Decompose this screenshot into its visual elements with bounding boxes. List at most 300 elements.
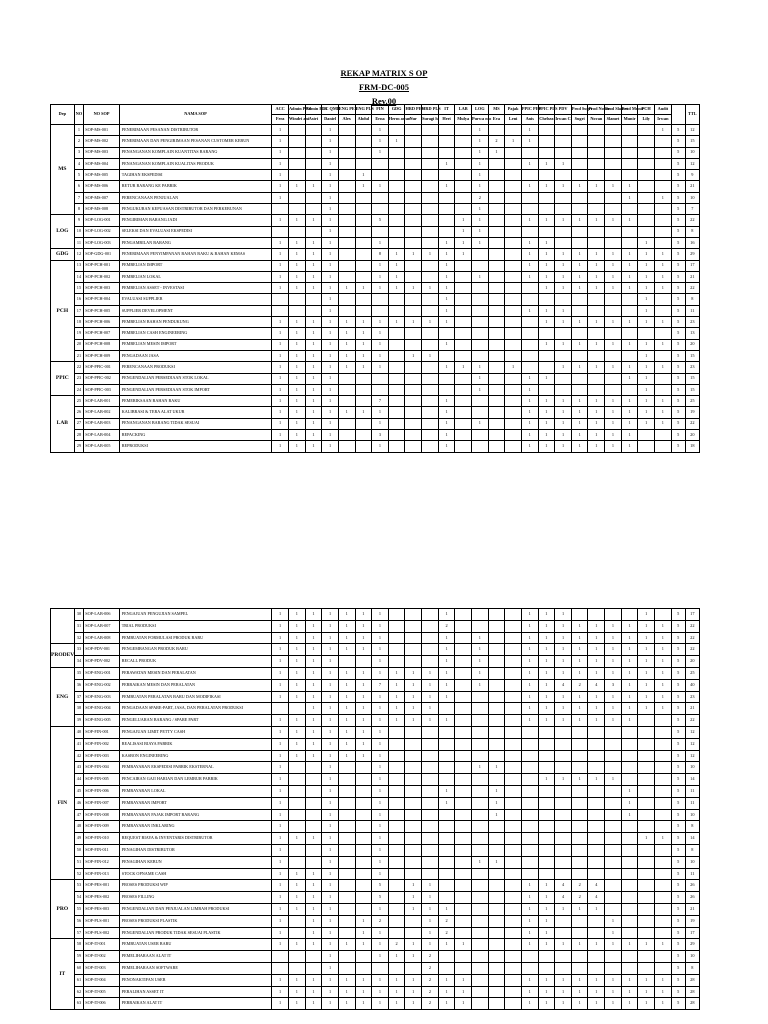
matrix-cell: [472, 407, 489, 418]
matrix-cell: 1: [422, 249, 439, 260]
matrix-cell: [455, 644, 472, 656]
matrix-cell: [621, 726, 638, 738]
matrix-cell: 1: [588, 430, 605, 441]
matrix-cell: 1: [555, 703, 572, 715]
matrix-cell: [638, 125, 655, 136]
matrix-cell: [638, 738, 655, 750]
matrix-cell: 1: [455, 986, 472, 998]
matrix-cell: 1: [588, 774, 605, 786]
matrix-cell: 1: [305, 644, 322, 656]
sop-name: PEMBUATAN PERALATAN BARU DAN MODIFIKASI: [119, 691, 272, 703]
matrix-cell: 1: [488, 797, 505, 809]
sop-code: SOP-FIN-007: [84, 797, 119, 809]
matrix-cell: 1: [621, 215, 638, 226]
matrix-cell: [571, 294, 588, 305]
matrix-cell: 1: [272, 774, 289, 786]
matrix-cell: 1: [555, 362, 572, 373]
matrix-cell: 1: [638, 691, 655, 703]
matrix-cell: [521, 226, 538, 237]
sop-name: PENERIMAAN PENYIMPANAN BAHAN BAKU & BAHAN KEMAS: [119, 249, 272, 260]
matrix-cell: [505, 441, 522, 452]
matrix-cell: 1: [388, 317, 405, 328]
matrix-cell: 1: [538, 880, 555, 892]
matrix-cell: [605, 856, 622, 868]
matrix-cell: 4: [588, 679, 605, 691]
matrix-cell: 1: [555, 691, 572, 703]
matrix-cell: [455, 620, 472, 632]
matrix-cell: 1: [305, 715, 322, 727]
matrix-cell: [455, 927, 472, 939]
matrix-cell: [621, 962, 638, 974]
matrix-cell: [455, 317, 472, 328]
matrix-cell: [655, 204, 672, 215]
matrix-cell: 1: [355, 679, 372, 691]
matrix-cell: 4: [588, 892, 605, 904]
matrix-cell: [638, 204, 655, 215]
table-row: [51, 726, 700, 738]
matrix-cell: 1: [322, 880, 339, 892]
matrix-cell: [638, 181, 655, 192]
matrix-cell: 1: [538, 715, 555, 727]
table-row: [51, 147, 700, 158]
sop-matrix-table-2: [50, 608, 700, 1010]
matrix-cell: [388, 181, 405, 192]
matrix-cell: [422, 868, 439, 880]
matrix-cell: 1: [372, 762, 389, 774]
sop-name: RECALL PRODUK: [119, 656, 272, 668]
matrix-cell: 5: [372, 892, 389, 904]
matrix-cell: [422, 620, 439, 632]
matrix-cell: [455, 373, 472, 384]
column-header: LAB: [455, 105, 472, 115]
matrix-cell: [488, 339, 505, 350]
matrix-cell: 1: [455, 998, 472, 1010]
matrix-cell: [438, 892, 455, 904]
matrix-cell: [422, 181, 439, 192]
department-cell: LOG: [51, 215, 75, 249]
matrix-cell: [305, 136, 322, 147]
matrix-cell: [438, 384, 455, 395]
matrix-cell: 1: [372, 903, 389, 915]
matrix-cell: 1: [305, 703, 322, 715]
sop-code: SOP-FIN-009: [84, 821, 119, 833]
matrix-cell: 1: [372, 785, 389, 797]
table-row: [51, 892, 700, 904]
matrix-cell: [488, 430, 505, 441]
matrix-cell: 1: [355, 407, 372, 418]
matrix-cell: [588, 726, 605, 738]
matrix-cell: [405, 260, 422, 271]
matrix-cell: 5: [671, 283, 685, 294]
matrix-cell: 1: [322, 620, 339, 632]
matrix-cell: [521, 774, 538, 786]
matrix-cell: 1: [555, 774, 572, 786]
matrix-cell: [605, 762, 622, 774]
matrix-cell: 1: [272, 362, 289, 373]
matrix-cell: 1: [272, 998, 289, 1010]
matrix-cell: 1: [521, 609, 538, 621]
matrix-cell: [505, 418, 522, 429]
matrix-cell: [488, 951, 505, 963]
matrix-cell: 1: [621, 797, 638, 809]
matrix-cell: 1: [272, 350, 289, 361]
matrix-cell: [621, 237, 638, 248]
matrix-cell: 1: [422, 703, 439, 715]
matrix-cell: [538, 204, 555, 215]
sop-code: SOP-ENG-004: [84, 703, 119, 715]
department-cell: PCH: [51, 260, 75, 362]
matrix-cell: [655, 226, 672, 237]
document-code: FRM-DC-005: [358, 82, 410, 92]
matrix-cell: 1: [305, 892, 322, 904]
matrix-cell: [571, 158, 588, 169]
matrix-cell: 1: [538, 339, 555, 350]
row-number: 61: [74, 974, 84, 986]
matrix-cell: 1: [372, 868, 389, 880]
matrix-cell: 1: [605, 430, 622, 441]
matrix-cell: [305, 951, 322, 963]
matrix-cell: [305, 821, 322, 833]
matrix-cell: [288, 785, 305, 797]
matrix-cell: 1: [272, 880, 289, 892]
matrix-cell: 1: [538, 609, 555, 621]
matrix-cell: 1: [355, 283, 372, 294]
matrix-cell: 1: [422, 915, 439, 927]
matrix-cell: 1: [538, 271, 555, 282]
matrix-cell: [621, 915, 638, 927]
matrix-cell: 4: [588, 880, 605, 892]
matrix-cell: 1: [571, 656, 588, 668]
matrix-cell: 1: [588, 407, 605, 418]
sop-name: KASBON ENGINEERING: [119, 750, 272, 762]
matrix-cell: 1: [438, 998, 455, 1010]
matrix-cell: [488, 158, 505, 169]
matrix-cell: 1: [605, 441, 622, 452]
matrix-cell: 1: [272, 373, 289, 384]
matrix-cell: [488, 986, 505, 998]
matrix-cell: [438, 774, 455, 786]
matrix-cell: [472, 785, 489, 797]
matrix-cell: [538, 821, 555, 833]
matrix-cell: 1: [571, 939, 588, 951]
matrix-cell: 1: [305, 373, 322, 384]
matrix-cell: [288, 226, 305, 237]
row-number: 21: [74, 350, 84, 361]
matrix-cell: 1: [355, 328, 372, 339]
matrix-cell: [388, 441, 405, 452]
column-subheader: Chelsea: [538, 115, 555, 125]
matrix-cell: 11: [685, 785, 699, 797]
matrix-cell: 29: [685, 939, 699, 951]
sop-code: SOP-PLS-001: [84, 915, 119, 927]
matrix-cell: 1: [472, 125, 489, 136]
matrix-cell: 1: [372, 362, 389, 373]
matrix-cell: [571, 809, 588, 821]
matrix-cell: 1: [472, 656, 489, 668]
matrix-cell: [455, 785, 472, 797]
matrix-cell: 1: [588, 215, 605, 226]
matrix-cell: 1: [305, 880, 322, 892]
matrix-cell: 1: [322, 679, 339, 691]
matrix-cell: 1: [272, 750, 289, 762]
matrix-cell: [422, 750, 439, 762]
matrix-cell: 14: [685, 833, 699, 845]
matrix-cell: [388, 362, 405, 373]
matrix-cell: 5: [671, 715, 685, 727]
matrix-cell: [605, 797, 622, 809]
matrix-cell: [621, 833, 638, 845]
matrix-cell: 1: [538, 703, 555, 715]
matrix-cell: 1: [638, 974, 655, 986]
matrix-cell: [505, 430, 522, 441]
matrix-cell: [571, 226, 588, 237]
matrix-cell: 1: [638, 317, 655, 328]
matrix-cell: 1: [571, 632, 588, 644]
matrix-cell: [438, 809, 455, 821]
matrix-cell: 1: [571, 903, 588, 915]
matrix-cell: 1: [555, 215, 572, 226]
matrix-cell: [588, 750, 605, 762]
matrix-cell: 1: [338, 317, 355, 328]
matrix-cell: [605, 294, 622, 305]
matrix-cell: [488, 833, 505, 845]
matrix-cell: 1: [555, 644, 572, 656]
matrix-cell: [355, 430, 372, 441]
matrix-cell: [638, 809, 655, 821]
matrix-cell: 1: [638, 703, 655, 715]
matrix-cell: 5: [671, 339, 685, 350]
matrix-cell: 1: [538, 939, 555, 951]
row-number: 18: [74, 317, 84, 328]
column-subheader: Windri ani: [288, 115, 305, 125]
matrix-cell: [571, 147, 588, 158]
matrix-cell: [455, 915, 472, 927]
matrix-cell: 1: [272, 833, 289, 845]
table-row: [51, 939, 700, 951]
matrix-cell: 1: [372, 974, 389, 986]
matrix-cell: [438, 821, 455, 833]
matrix-cell: [505, 821, 522, 833]
matrix-cell: 25: [685, 667, 699, 679]
matrix-cell: 1: [288, 181, 305, 192]
table-row: [51, 158, 700, 169]
matrix-cell: 1: [638, 249, 655, 260]
column-header: PPIC PES: [521, 105, 538, 115]
matrix-cell: 5: [671, 373, 685, 384]
department-cell: PRODEV: [51, 644, 75, 668]
matrix-cell: 1: [322, 384, 339, 395]
matrix-cell: 1: [571, 271, 588, 282]
matrix-cell: [488, 181, 505, 192]
matrix-cell: 1: [322, 609, 339, 621]
matrix-cell: 1: [438, 644, 455, 656]
matrix-cell: 1: [455, 237, 472, 248]
sop-name: SUPPLIER DEVELOPMENT: [119, 305, 272, 316]
matrix-cell: 1: [272, 170, 289, 181]
matrix-cell: [505, 170, 522, 181]
matrix-cell: 1: [438, 691, 455, 703]
table-row: [51, 249, 700, 260]
matrix-cell: [488, 939, 505, 951]
matrix-cell: [638, 726, 655, 738]
matrix-cell: [438, 192, 455, 203]
matrix-cell: 1: [538, 418, 555, 429]
matrix-cell: 5: [671, 951, 685, 963]
table-row: [51, 656, 700, 668]
matrix-cell: 1: [538, 774, 555, 786]
matrix-cell: [338, 797, 355, 809]
matrix-cell: [538, 192, 555, 203]
matrix-cell: [422, 430, 439, 441]
matrix-cell: 1: [372, 328, 389, 339]
matrix-cell: 2: [472, 192, 489, 203]
matrix-cell: [455, 691, 472, 703]
matrix-cell: 1: [305, 656, 322, 668]
matrix-cell: 1: [438, 903, 455, 915]
matrix-cell: 10: [685, 951, 699, 963]
matrix-cell: 1: [272, 396, 289, 407]
matrix-cell: 1: [322, 915, 339, 927]
matrix-cell: 1: [372, 609, 389, 621]
matrix-cell: [405, 181, 422, 192]
matrix-cell: 1: [272, 237, 289, 248]
matrix-cell: [605, 750, 622, 762]
matrix-cell: 1: [605, 317, 622, 328]
matrix-cell: [438, 136, 455, 147]
matrix-cell: 5: [671, 762, 685, 774]
matrix-cell: [472, 774, 489, 786]
column-header: NO: [74, 105, 84, 125]
matrix-cell: 1: [555, 396, 572, 407]
matrix-cell: [488, 703, 505, 715]
table-row: [51, 305, 700, 316]
matrix-cell: [655, 738, 672, 750]
matrix-cell: 1: [322, 939, 339, 951]
matrix-cell: 1: [338, 738, 355, 750]
matrix-cell: [588, 237, 605, 248]
column-subheader: Herm awan: [388, 115, 405, 125]
matrix-cell: 1: [638, 271, 655, 282]
matrix-cell: [405, 271, 422, 282]
matrix-cell: [438, 856, 455, 868]
matrix-cell: 1: [621, 667, 638, 679]
matrix-cell: [388, 430, 405, 441]
matrix-cell: [488, 915, 505, 927]
matrix-cell: [505, 856, 522, 868]
row-number: 62: [74, 986, 84, 998]
matrix-cell: [571, 821, 588, 833]
matrix-cell: 1: [605, 656, 622, 668]
matrix-cell: 1: [338, 407, 355, 418]
matrix-cell: [655, 237, 672, 248]
table-row: [51, 237, 700, 248]
matrix-cell: 1: [438, 249, 455, 260]
matrix-cell: 1: [272, 927, 289, 939]
matrix-cell: [338, 821, 355, 833]
sop-code: SOP-IT-003: [84, 962, 119, 974]
matrix-cell: 17: [685, 260, 699, 271]
matrix-cell: 1: [438, 271, 455, 282]
sop-name: SELEKSI DAN EVALUASI EKSPEDISI: [119, 226, 272, 237]
matrix-cell: 1: [322, 294, 339, 305]
row-number: 23: [74, 373, 84, 384]
matrix-cell: [355, 260, 372, 271]
matrix-cell: 1: [571, 974, 588, 986]
matrix-cell: 1: [521, 384, 538, 395]
matrix-cell: [505, 962, 522, 974]
matrix-cell: [388, 632, 405, 644]
matrix-cell: 1: [488, 856, 505, 868]
matrix-cell: [455, 192, 472, 203]
matrix-cell: 29: [685, 249, 699, 260]
matrix-cell: 1: [355, 339, 372, 350]
matrix-cell: [488, 844, 505, 856]
table-row: [51, 339, 700, 350]
matrix-cell: 1: [655, 691, 672, 703]
matrix-cell: [555, 962, 572, 974]
matrix-cell: 1: [638, 986, 655, 998]
matrix-cell: [605, 305, 622, 316]
matrix-cell: 1: [438, 362, 455, 373]
matrix-cell: [472, 328, 489, 339]
matrix-cell: 1: [621, 939, 638, 951]
matrix-cell: [388, 726, 405, 738]
table-row: [51, 774, 700, 786]
matrix-cell: [438, 726, 455, 738]
matrix-cell: [405, 294, 422, 305]
sop-name: PERBAIKAN MESIN DAN PERALATAN: [119, 679, 272, 691]
matrix-cell: 1: [338, 350, 355, 361]
matrix-cell: 2: [488, 136, 505, 147]
matrix-cell: 1: [322, 441, 339, 452]
matrix-cell: [338, 158, 355, 169]
matrix-cell: [455, 260, 472, 271]
matrix-cell: 1: [372, 797, 389, 809]
matrix-cell: 1: [588, 632, 605, 644]
row-number: 44: [74, 774, 84, 786]
matrix-cell: [355, 215, 372, 226]
sop-name: REPACKING: [119, 430, 272, 441]
matrix-cell: 1: [438, 632, 455, 644]
matrix-cell: [588, 915, 605, 927]
matrix-cell: 1: [372, 237, 389, 248]
department-cell: FIN: [51, 726, 75, 879]
matrix-cell: 1: [372, 821, 389, 833]
matrix-cell: 4: [555, 679, 572, 691]
matrix-cell: 1: [538, 317, 555, 328]
matrix-cell: [538, 962, 555, 974]
matrix-cell: [505, 294, 522, 305]
matrix-cell: [505, 407, 522, 418]
matrix-cell: 1: [322, 339, 339, 350]
matrix-cell: [588, 833, 605, 845]
matrix-cell: 1: [288, 362, 305, 373]
matrix-cell: 3: [605, 679, 622, 691]
matrix-cell: [521, 204, 538, 215]
matrix-cell: 1: [605, 620, 622, 632]
row-number: 32: [74, 632, 84, 644]
matrix-cell: 5: [671, 317, 685, 328]
matrix-cell: [438, 880, 455, 892]
sop-name: PEMBUATAN FORMULASI PRODUK BARU: [119, 632, 272, 644]
matrix-cell: [488, 609, 505, 621]
row-number: 1: [74, 125, 84, 136]
sop-name: PENGAJUAN LIMIT PETTY CASH: [119, 726, 272, 738]
matrix-cell: 1: [438, 339, 455, 350]
matrix-cell: [555, 868, 572, 880]
matrix-cell: [488, 317, 505, 328]
matrix-cell: 1: [388, 998, 405, 1010]
